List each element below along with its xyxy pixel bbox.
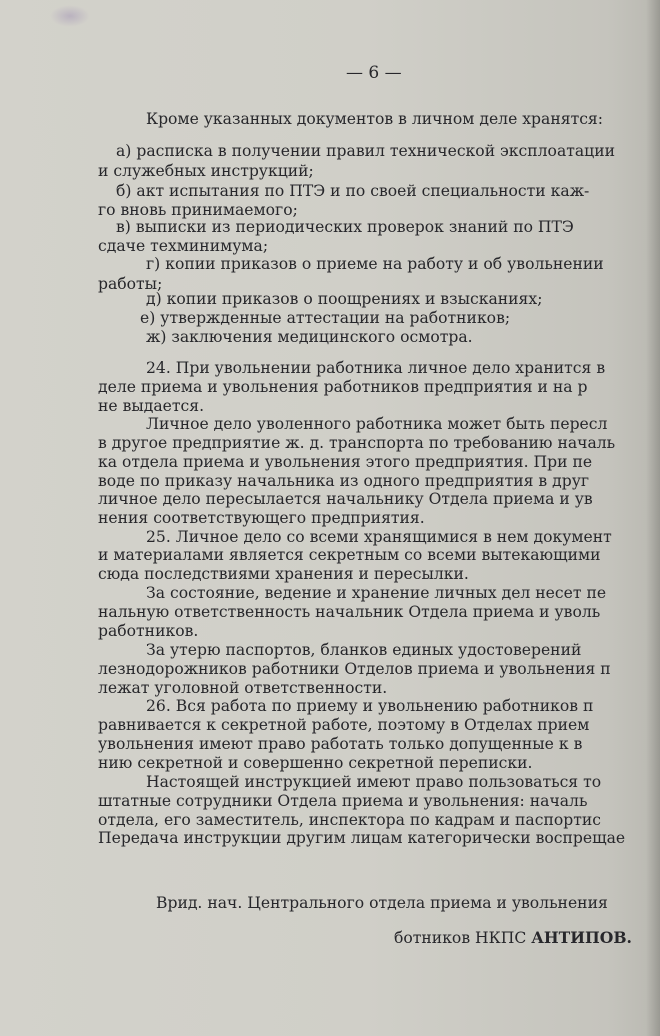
text-line: ка отдела приема и увольнения этого предприятия. При пе — [98, 453, 593, 471]
text-line: в другое предприятие ж. д. транспорта по требованию началь — [98, 434, 616, 452]
text-line: и служебных инструкций; — [98, 162, 314, 180]
text-line: ж) заключения медицинского осмотра. — [146, 328, 473, 346]
text-line: нию секретной и совершенно секретной переписки. — [98, 754, 533, 772]
page-edge-shadow — [646, 0, 660, 1036]
text-line: нения соответствующего предприятия. — [98, 509, 425, 527]
ink-stain — [50, 5, 90, 27]
text-line: деле приема и увольнения работников предприятия и на р — [98, 378, 588, 396]
text-line: увольнения имеют право работать только допущенные к в — [98, 735, 583, 753]
text-line: не выдается. — [98, 397, 205, 415]
signature-prefix: ботников НКПС — [394, 929, 527, 947]
text-line: лежат уголовной ответственности. — [98, 679, 388, 697]
text-line: е) утвержденные аттестации на работников; — [140, 309, 511, 327]
text-line: работы; — [98, 275, 163, 293]
text-line: д) копии приказов о поощрениях и взысканиях; — [146, 290, 543, 308]
text-line: За утерю паспортов, бланков единых удостоверений — [146, 641, 582, 659]
signature-line-1: Врид. нач. Центрального отдела приема и увольнения — [156, 894, 608, 912]
page-number: — 6 — — [346, 63, 402, 83]
text-line: сдаче техминимума; — [98, 237, 269, 255]
text-line: сюда последствиями хранения и пересылки. — [98, 565, 469, 583]
text-line: Настоящей инструкцией имеют право пользоваться то — [146, 773, 602, 791]
signature-line-2 — [394, 929, 632, 948]
text-line: лезнодорожников работники Отделов приема и увольнения п — [98, 660, 611, 678]
text-line: равнивается к секретной работе, поэтому в Отделах прием — [98, 716, 590, 734]
text-line: Передача инструкции другим лицам категорически воспрещае — [98, 829, 626, 847]
text-line: го вновь принимаемого; — [98, 201, 298, 219]
text-line: воде по приказу начальника из одного предприятия в друг — [98, 472, 590, 490]
text-line: работников. — [98, 622, 199, 640]
text-line: 25. Личное дело со всеми хранящимися в нем документ — [146, 528, 612, 546]
text-line: Кроме указанных документов в личном деле хранятся: — [146, 110, 604, 128]
text-line: Личное дело уволенного работника может быть пересл — [146, 415, 608, 433]
signatory-name: АНТИПОВ. — [531, 928, 632, 947]
text-line: отдела, его заместитель, инспектора по кадрам и паспортис — [98, 811, 601, 829]
text-line: и материалами является секретным со всеми вытекающими — [98, 546, 601, 564]
text-line: в) выписки из периодических проверок знаний по ПТЭ — [116, 218, 574, 236]
text-line: 26. Вся работа по приему и увольнению работников п — [146, 697, 594, 715]
text-line: г) копии приказов о приеме на работу и об увольнении — [146, 255, 604, 273]
text-line: б) акт испытания по ПТЭ и по своей специальности каж- — [116, 182, 590, 200]
text-line: 24. При увольнении работника личное дело хранится в — [146, 359, 606, 377]
text-line: личное дело пересылается начальнику Отдела приема и ув — [98, 490, 593, 508]
text-line: а) расписка в получении правил технической эксплоатации — [116, 142, 615, 160]
text-line: нальную ответственность начальник Отдела приема и уволь — [98, 603, 601, 621]
text-line: штатные сотрудники Отдела приема и увольнения: началь — [98, 792, 588, 810]
text-line: За состояние, ведение и хранение личных дел несет пе — [146, 584, 607, 602]
